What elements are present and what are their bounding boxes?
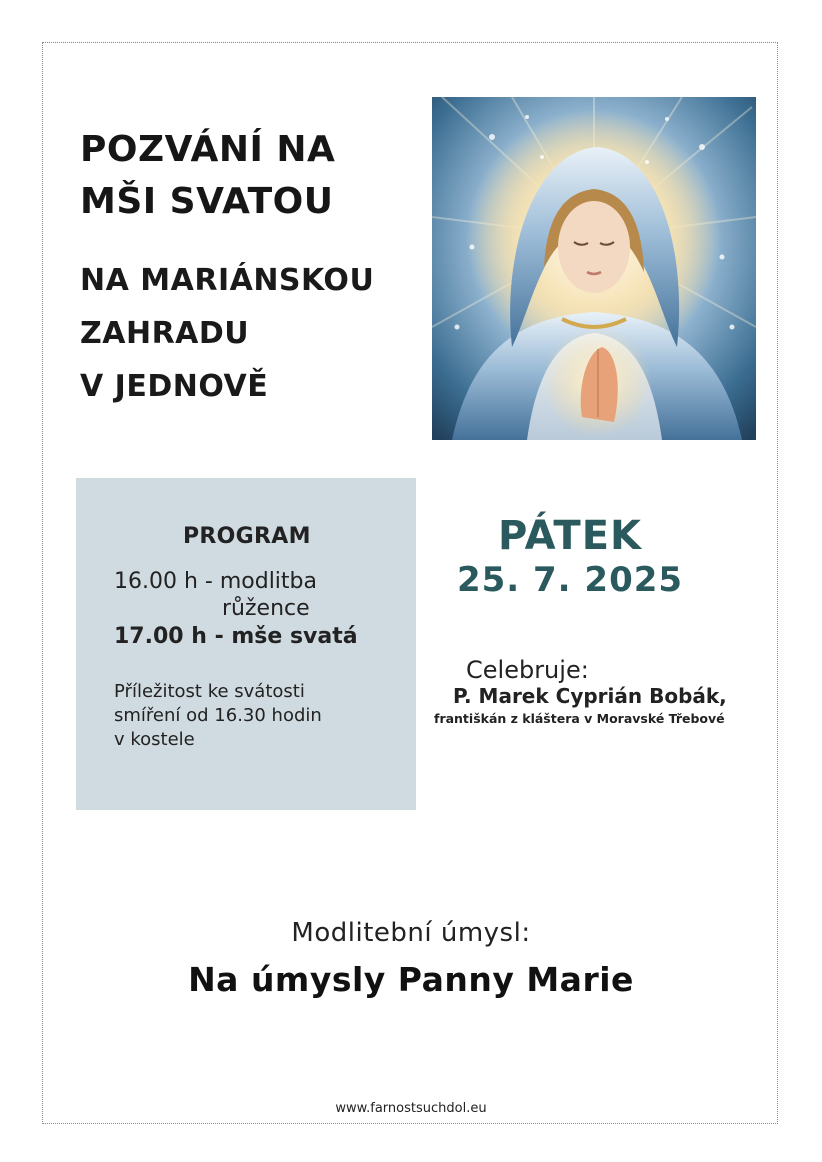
title-line-1: POZVÁNÍ NA xyxy=(80,129,336,170)
celebrant-description: františkán z kláštera v Moravské Třebové xyxy=(434,711,725,726)
subtitle-line-2: ZAHRADU xyxy=(80,316,250,351)
program-item-rosary: 16.00 h - modlitba xyxy=(114,569,317,594)
celebrant-label: Celebruje: xyxy=(466,656,589,684)
program-heading: PROGRAM xyxy=(183,524,311,549)
event-date-value: 25. 7. 2025 xyxy=(456,560,684,600)
event-day: PÁTEK xyxy=(497,513,643,559)
intention-text: Na úmysly Panny Marie xyxy=(188,960,634,999)
confession-note xyxy=(114,680,404,752)
page-title xyxy=(80,124,335,228)
event-date xyxy=(440,512,700,600)
footer-url: www.farnostsuchdol.eu xyxy=(335,1101,487,1116)
program-box xyxy=(76,478,416,810)
intention-label: Modlitební úmysl: xyxy=(291,918,531,948)
subtitle-line-1: NA MARIÁNSKOU xyxy=(80,263,375,298)
title-line-2: MŠI SVATOU xyxy=(80,181,334,222)
confession-note-line-2: smíření od 16.30 hodin xyxy=(114,705,322,726)
page-subtitle xyxy=(80,254,374,413)
program-item-mass: 17.00 h - mše svatá xyxy=(114,624,358,649)
confession-note-line-1: Příležitost ke svátosti xyxy=(114,681,305,702)
program-item-rosary-continued: růžence xyxy=(222,596,310,621)
confession-note-line-3: v kostele xyxy=(114,729,195,750)
subtitle-line-3: V JEDNOVĚ xyxy=(80,369,269,404)
praying-virgin-mary-image xyxy=(432,97,756,440)
celebrant-name: P. Marek Cyprián Bobák, xyxy=(453,684,727,708)
